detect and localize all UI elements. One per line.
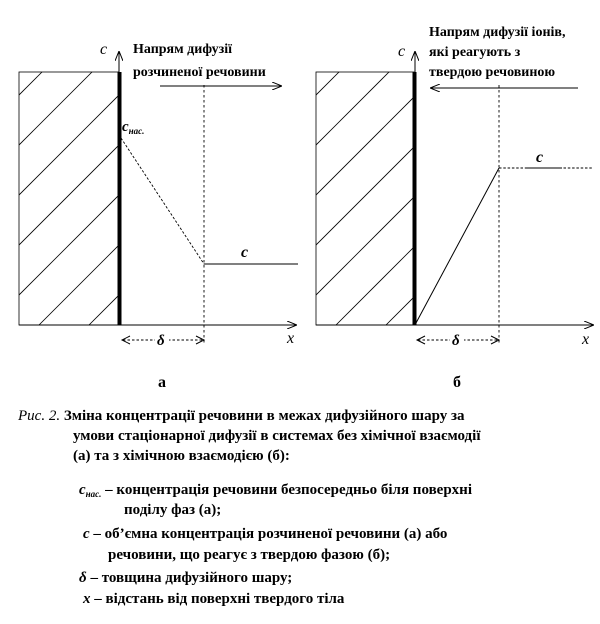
arrow-text-a-1: Напрям дифузії xyxy=(133,42,233,57)
legend-text: – об’ємна концентрація розчиненої речовини (а) або xyxy=(89,526,448,542)
legend-symbol: x xyxy=(83,591,91,607)
profile-line-b xyxy=(416,168,499,323)
arrow-text-b-3: твердою речовиною xyxy=(429,65,556,80)
arrow-text-b-2: які реагують з xyxy=(429,45,521,60)
arrow-text-a-2: розчиненої речовини xyxy=(133,65,266,80)
solid-phase-a xyxy=(0,0,169,400)
caption-line-3: (а) та з хімічною взаємодією (б): xyxy=(73,448,290,464)
legend-item-x xyxy=(83,589,344,609)
axis-y-label-a: c xyxy=(100,41,108,58)
panel-label-a: а xyxy=(158,374,166,391)
axis-y-label-b: c xyxy=(398,43,406,60)
legend-item-c-sat-cont xyxy=(124,500,221,520)
delta-label-b: δ xyxy=(452,333,460,349)
figure-caption xyxy=(18,406,590,466)
caption-line-1: Зміна концентрації речовини в межах дифузійного шару за xyxy=(63,408,465,424)
arrow-text-b-1: Напрям дифузії іонів, xyxy=(429,25,566,40)
c-sat-symbol: c xyxy=(122,119,129,135)
legend-text: – концентрація речовини безпосередньо біля поверхні xyxy=(101,482,472,498)
panel-a xyxy=(0,0,298,400)
legend-symbol: c xyxy=(83,526,90,542)
c-sat-label xyxy=(122,119,144,136)
axis-x-label-a: x xyxy=(287,330,295,347)
panel-label-b: б xyxy=(453,374,461,391)
c-sat-subscript: нас. xyxy=(128,126,145,136)
legend-symbol: δ xyxy=(79,570,87,586)
caption-lead: Рис. 2. xyxy=(18,408,61,424)
c-bulk-label-b: c xyxy=(536,149,544,166)
legend-text: – відстань від поверхні твердого тіла xyxy=(90,591,345,607)
c-bulk-label-a: c xyxy=(241,244,249,261)
legend-text: речовини, що реагує з твердою фазою (б); xyxy=(108,547,391,563)
caption-line-1-row xyxy=(18,406,590,426)
legend-text: – товщина дифузійного шару; xyxy=(86,570,293,586)
legend-item-delta xyxy=(79,568,292,588)
legend-symbol: c xyxy=(79,482,86,498)
panel-b xyxy=(266,0,593,400)
delta-label-a: δ xyxy=(157,333,165,349)
legend-text: поділу фаз (а); xyxy=(124,502,222,518)
legend-subscript: нас. xyxy=(85,489,102,499)
caption-line-2: умови стаціонарної дифузії в системах без хімічної взаємодії xyxy=(73,428,481,444)
profile-dashed-a xyxy=(121,138,298,264)
legend-item-c xyxy=(83,524,447,544)
legend-item-c-cont xyxy=(108,545,390,565)
axis-x-label-b: x xyxy=(582,331,590,348)
